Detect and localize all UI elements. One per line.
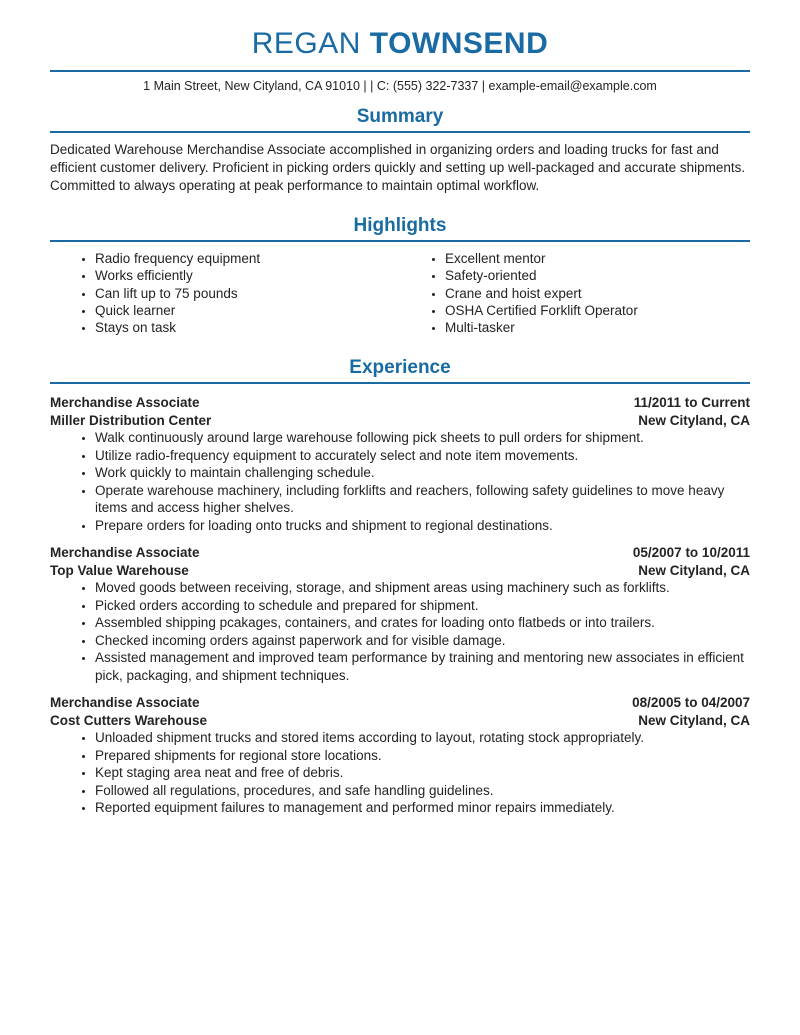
highlight-item: • Stays on task xyxy=(95,319,400,336)
highlight-item: • Safety-oriented xyxy=(445,267,750,284)
candidate-last-name: TOWNSEND xyxy=(369,27,549,60)
job-bullet-list xyxy=(50,579,750,684)
job-location: New Cityland, CA xyxy=(638,562,750,578)
summary-section xyxy=(50,106,750,195)
highlight-item: • Works efficiently xyxy=(95,267,400,284)
summary-text: Dedicated Warehouse Merchandise Associate accomplished in organizing orders and loading trucks for fast and efficient customer delivery. Proficient in picking orders quickly and setting up well-packaged and accurate shipments. Committed to always operating at peak performance to maintain optimal workflow. xyxy=(50,142,746,193)
job-bullet: • Utilize radio-frequency equipment to accurately select and note item movements. xyxy=(95,447,750,465)
experience-section xyxy=(50,357,750,817)
job-bullet: • Kept staging area neat and free of debris. xyxy=(95,764,750,782)
highlight-item: • Excellent mentor xyxy=(445,250,750,267)
highlights-heading: Highlights xyxy=(50,215,750,242)
highlight-item: • OSHA Certified Forklift Operator xyxy=(445,302,750,319)
job-bullet: • Unloaded shipment trucks and stored items according to layout, rotating stock appropriately. xyxy=(95,729,750,747)
highlights-list-left xyxy=(50,250,400,336)
highlights-list-right xyxy=(400,250,750,336)
job-employer-row xyxy=(50,562,750,580)
job-bullet: • Moved goods between receiving, storage, and shipment areas using machinery such as forklifts. xyxy=(95,579,750,597)
highlight-item: • Multi-tasker xyxy=(445,319,750,336)
job-entry-3 xyxy=(50,694,750,817)
job-bullet: • Checked incoming orders against paperwork and for visible damage. xyxy=(95,632,750,650)
job-bullet: • Assembled shipping pcakages, containers, and crates for loading onto flatbeds or into trailers. xyxy=(95,614,750,632)
job-bullet: • Prepared shipments for regional store locations. xyxy=(95,747,750,765)
job-location: New Cityland, CA xyxy=(638,412,750,428)
job-title-row xyxy=(50,544,750,562)
candidate-first-name: REGAN xyxy=(251,27,361,60)
job-bullet: • Walk continuously around large warehouse following pick sheets to pull orders for shipment. xyxy=(95,429,750,447)
contact-line: 1 Main Street, New Cityland, CA 91010 | | C: (555) 322-7337 | example-email@example.com xyxy=(143,79,657,93)
header-divider xyxy=(50,70,750,72)
job-bullet: • Followed all regulations, procedures, and safe handling guidelines. xyxy=(95,782,750,800)
job-employer: Miller Distribution Center xyxy=(50,412,212,428)
job-bullet: • Operate warehouse machinery, including forklifts and reachers, following safety guidelines to move heavy items and access higher shelves. xyxy=(95,482,750,517)
job-bullet: • Work quickly to maintain challenging schedule. xyxy=(95,464,750,482)
job-entry-2 xyxy=(50,544,750,684)
summary-heading: Summary xyxy=(50,106,750,133)
resume-header xyxy=(50,26,750,93)
highlights-section xyxy=(50,215,750,336)
job-dates: 05/2007 to 10/2011 xyxy=(632,545,750,561)
highlight-item: • Crane and hoist expert xyxy=(445,285,750,302)
candidate-name xyxy=(50,26,750,62)
job-employer-row xyxy=(50,412,750,430)
job-title: Merchandise Associate xyxy=(50,545,200,561)
job-title: Merchandise Associate xyxy=(50,695,200,711)
job-title-row xyxy=(50,694,750,712)
job-title-row xyxy=(50,394,750,412)
highlight-item: • Can lift up to 75 pounds xyxy=(95,285,400,302)
job-bullet: • Assisted management and improved team performance by training and mentoring new associates in efficient pick, packaging, and shipment techniques. xyxy=(95,649,750,684)
job-employer: Cost Cutters Warehouse xyxy=(50,712,208,728)
highlight-item: • Quick learner xyxy=(95,302,400,319)
job-bullet: • Reported equipment failures to management and performed minor repairs immediately. xyxy=(95,799,750,817)
job-dates: 11/2011 to Current xyxy=(633,395,750,411)
job-employer: Top Value Warehouse xyxy=(50,562,189,578)
job-bullet-list xyxy=(50,729,750,817)
highlight-item: • Radio frequency equipment xyxy=(95,250,400,267)
job-location: New Cityland, CA xyxy=(638,712,750,728)
experience-heading: Experience xyxy=(50,357,750,384)
job-bullet: • Picked orders according to schedule and prepared for shipment. xyxy=(95,597,750,615)
job-dates: 08/2005 to 04/2007 xyxy=(632,695,750,711)
job-employer-row xyxy=(50,712,750,730)
highlights-columns xyxy=(50,250,750,336)
job-bullet: • Prepare orders for loading onto trucks and shipment to regional destinations. xyxy=(95,517,750,535)
job-title: Merchandise Associate xyxy=(50,395,200,411)
job-entry-1 xyxy=(50,394,750,534)
job-bullet-list xyxy=(50,429,750,534)
